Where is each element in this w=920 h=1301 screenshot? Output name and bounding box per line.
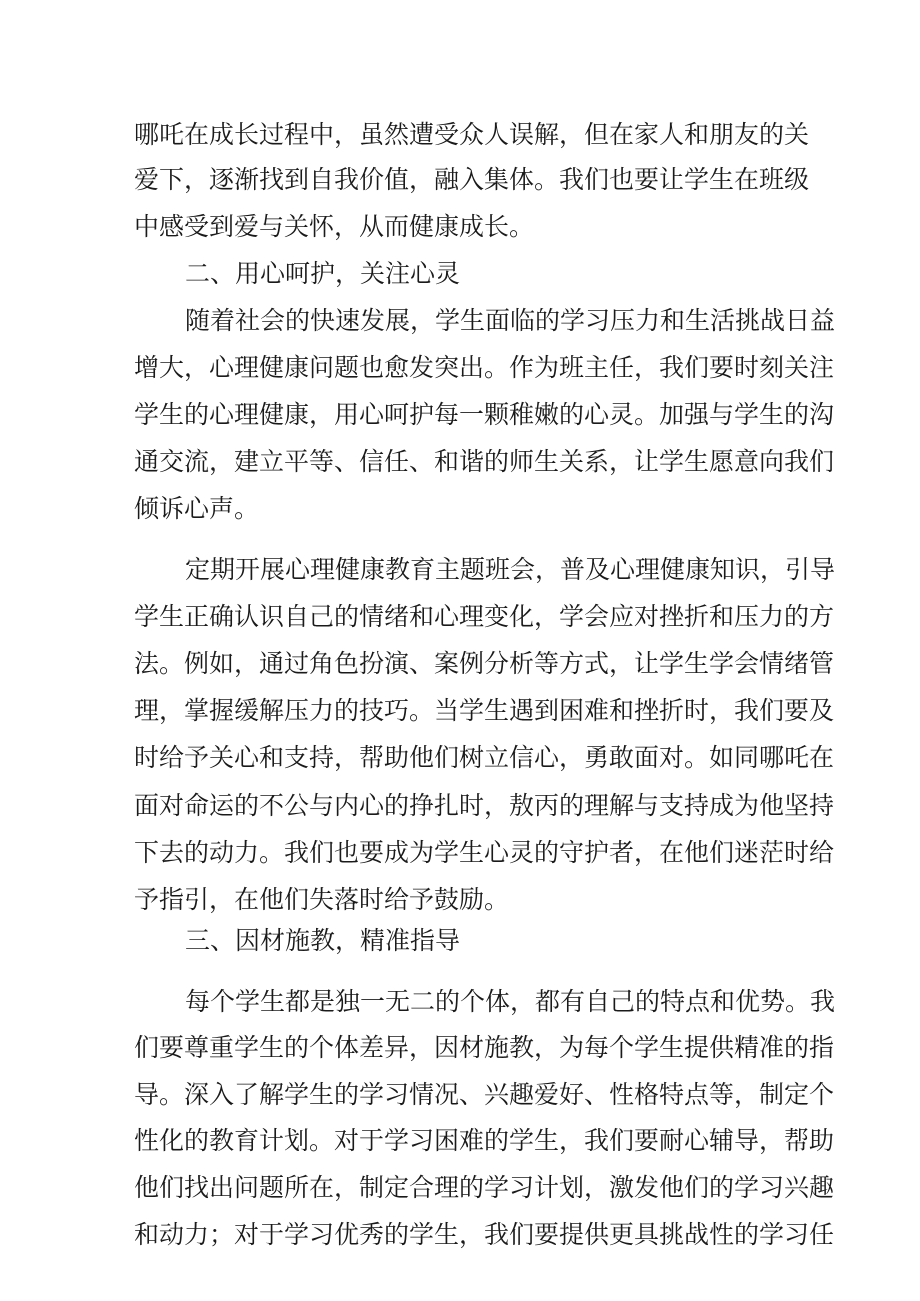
text-line: 法。例如，通过角色扮演、案例分析等方式，让学生学会情绪管 — [134, 649, 835, 678]
text-line: 学生的心理健康，用心呵护每一颗稚嫩的心灵。加强与学生的沟 — [134, 400, 835, 429]
text-line: 每个学生都是独一无二的个体，都有自己的特点和优势。我 — [185, 987, 836, 1016]
text-line: 理，掌握缓解压力的技巧。当学生遇到困难和挫折时，我们要及 — [134, 696, 835, 725]
text-line: 时给予关心和支持，帮助他们树立信心，勇敢面对。如同哪吒在 — [134, 743, 835, 772]
text-line: 倾诉心声。 — [134, 494, 260, 523]
text-line: 性化的教育计划。对于学习困难的学生，我们要耐心辅导，帮助 — [134, 1126, 835, 1155]
section-heading: 二、用心呵护，关注心灵 — [185, 259, 461, 288]
text-line: 予指引，在他们失落时给予鼓励。 — [134, 885, 510, 914]
text-line: 增大，心理健康问题也愈发突出。作为班主任，我们要时刻关注 — [134, 353, 835, 382]
text-line: 中感受到爱与关怀，从而健康成长。 — [134, 212, 535, 241]
text-line: 导。深入了解学生的学习情况、兴趣爱好、性格特点等，制定个 — [134, 1080, 835, 1109]
section-heading: 三、因材施教，精准指导 — [185, 926, 461, 955]
text-line: 和动力；对于学习优秀的学生，我们要提供更具挑战性的学习任 — [134, 1220, 835, 1249]
text-line: 通交流，建立平等、信任、和谐的师生关系，让学生愿意向我们 — [134, 447, 835, 476]
text-line: 他们找出问题所在，制定合理的学习计划，激发他们的学习兴趣 — [134, 1173, 835, 1202]
text-line: 面对命运的不公与内心的挣扎时，敖丙的理解与支持成为他坚持 — [134, 791, 835, 820]
text-line: 定期开展心理健康教育主题班会，普及心理健康知识，引导 — [185, 555, 836, 584]
text-line: 下去的动力。我们也要成为学生心灵的守护者，在他们迷茫时给 — [134, 838, 835, 867]
text-line: 们要尊重学生的个体差异，因材施教，为每个学生提供精准的指 — [134, 1033, 835, 1062]
text-line: 爱下，逐渐找到自我价值，融入集体。我们也要让学生在班级 — [134, 165, 810, 194]
text-line: 随着社会的快速发展，学生面临的学习压力和生活挑战日益 — [185, 306, 836, 335]
text-line: 学生正确认识自己的情绪和心理变化，学会应对挫折和压力的方 — [134, 602, 835, 631]
text-line: 哪吒在成长过程中，虽然遭受众人误解，但在家人和朋友的关 — [134, 120, 810, 149]
